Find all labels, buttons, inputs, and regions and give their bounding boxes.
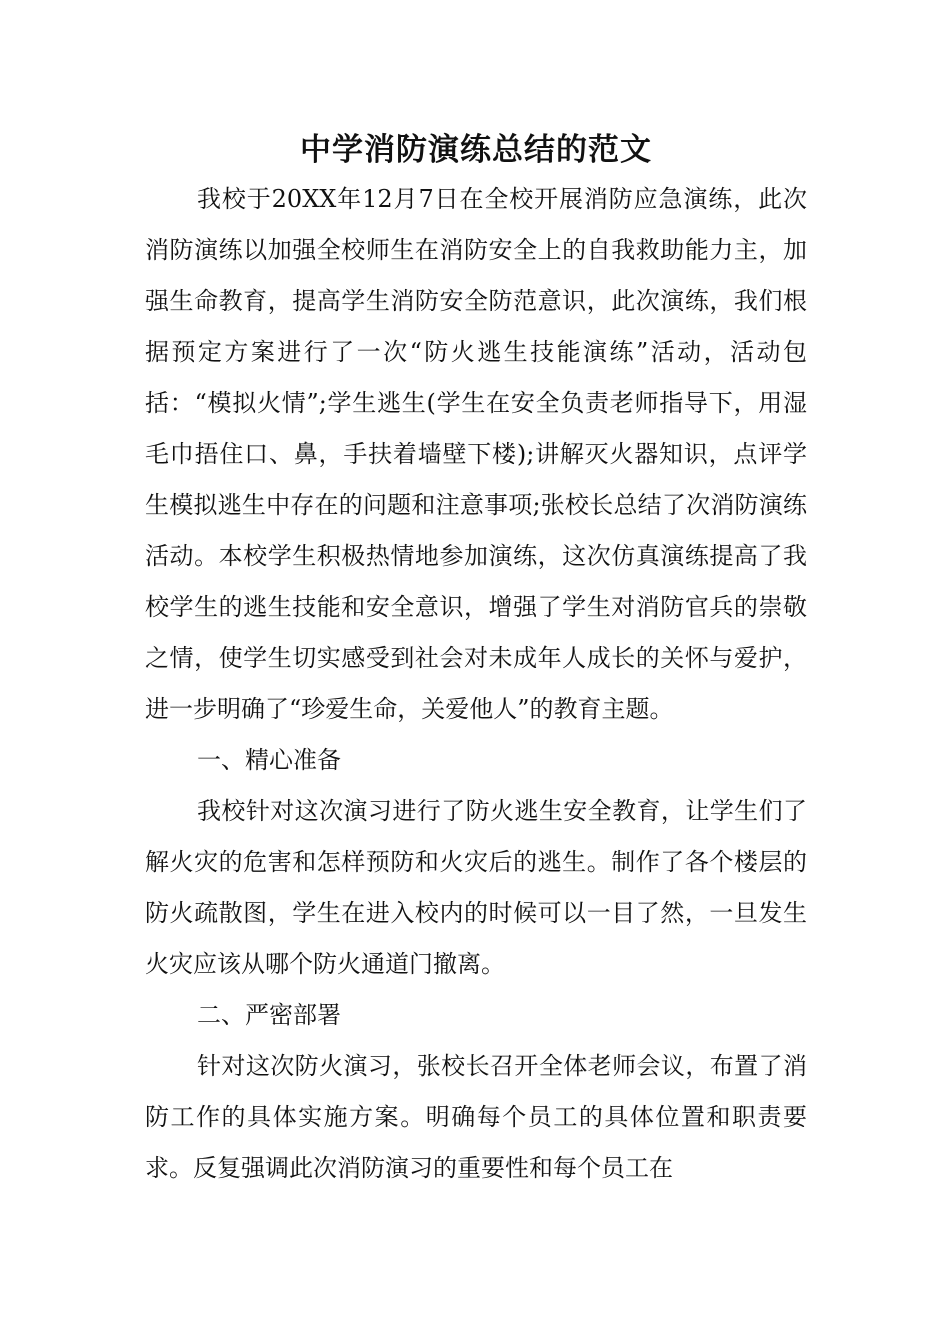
section-body-deployment: 针对这次防火演习，张校长召开全体老师会议，布置了消防工作的具体实施方案。明确每个员工的具体位置和职责要求。反复强调此次消防演习的重要性和每个员工在 [145, 1052, 807, 1182]
document-body [145, 126, 807, 1194]
section-heading-deployment: 二、严密部署 [197, 1001, 341, 1029]
document-title: 中学消防演练总结的范文 [300, 132, 652, 168]
section-heading-preparation: 一、精心准备 [197, 746, 341, 774]
section-body-preparation: 我校针对这次演习进行了防火逃生安全教育，让学生们了解火灾的危害和怎样预防和火灾后的逃生。制作了各个楼层的防火疏散图，学生在进入校内的时候可以一目了然，一旦发生火灾应该从哪个防火通道门撤离。 [145, 797, 807, 978]
intro-paragraph: 我校于20XX年12月7日在全校开展消防应急演练，此次消防演练以加强全校师生在消防安全上的自我救助能力主，加强生命教育，提高学生消防安全防范意识，此次演练，我们根据预定方案进行了一次“防火逃生技能演练”活动，活动包括：“模拟火情”;学生逃生(学生在安全负责老师指导下，用湿毛巾捂住口、鼻，手扶着墙壁下楼);讲解灭火器知识，点评学生模拟逃生中存在的问题和注意事项;张校长总结了次消防演练活动。本校学生积极热情地参加演练，这次仿真演练提高了我校学生的逃生技能和安全意识，增强了学生对消防官兵的崇敬之情，使学生切实感受到社会对未成年人成长的关怀与爱护，进一步明确了“珍爱生命，关爱他人”的教育主题。 [145, 185, 807, 723]
